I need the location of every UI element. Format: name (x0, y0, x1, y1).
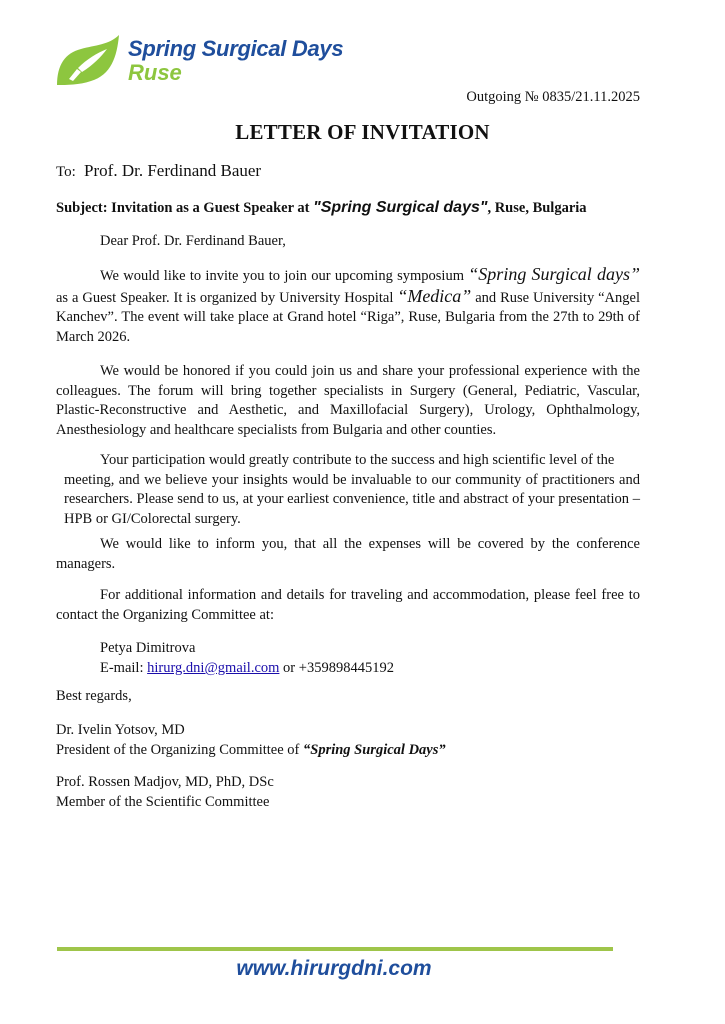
subject-prefix: Subject: Invitation as a Guest Speaker at (56, 200, 314, 216)
paragraph-participation (64, 451, 640, 529)
paragraph-forum: We would be honored if you could join us and share your professional experience with the colleagues. The forum will bring together specialists in Surgery (General, Pediatric, Vascular, Plastic-Reconstructive and Aesthetic, and Maxillofacial Surgery), Urology, Ophthalmology, Anesthesiology and healthcare specialists from Bulgaria and other counties. (56, 363, 640, 438)
subject-line (56, 199, 587, 217)
footer-website[interactable]: www.hirurgdni.com (236, 957, 432, 980)
recipient (56, 161, 261, 181)
contact-name: Petya Dimitrova (100, 640, 196, 656)
p3-rest: meeting, and we believe your insights would be invaluable to our community of practitioners and researchers. Please send to us, at your earliest convenience, title and abstract of your presentation – HPB or GI/Colorectal surgery. (64, 471, 640, 527)
signatory-president (56, 720, 446, 760)
logo-subtitle: Ruse (128, 60, 182, 85)
signatory-role: Member of the Scientific Committee (56, 794, 270, 810)
p1-hospital-name: “Medica” (397, 285, 472, 306)
page-title: LETTER OF INVITATION (235, 120, 490, 144)
subject-event: "Spring Surgical days" (313, 199, 488, 216)
closing: Best regards, (56, 688, 132, 704)
contact-block (100, 638, 394, 678)
p1-text-b: as a Guest Speaker. It is organized by University Hospital (56, 289, 398, 306)
subject-suffix: , Ruse, Bulgaria (487, 200, 587, 216)
signatory-name: Dr. Ivelin Yotsov, MD (56, 722, 185, 738)
phone-separator: or (279, 660, 299, 676)
role-event: “Spring Surgical Days” (303, 742, 446, 758)
p3-first-line: Your participation would greatly contribute to the success and high scientific level of the (100, 452, 615, 468)
recipient-name: Prof. Dr. Ferdinand Bauer (84, 161, 262, 180)
contact-line (100, 658, 394, 678)
phone-number: +359898445192 (298, 660, 394, 676)
logo-title: Spring Surgical Days (128, 36, 344, 61)
greeting: Dear Prof. Dr. Ferdinand Bauer, (100, 233, 286, 249)
role-prefix: President of the Organizing Committee of (56, 742, 303, 758)
p1-event-name: “Spring Surgical days” (468, 264, 640, 284)
p1-text-c: and Ruse University “Angel Kanchev”. The event will take place at Grand hotel “Riga”, Ruse, Bulgaria from the 27th to 29th of March 2026. (56, 289, 640, 345)
paragraph-expenses: We would like to inform you, that all the expenses will be covered by the conference managers. (56, 536, 640, 572)
p1-text-a: We would like to invite you to join our upcoming symposium (100, 268, 469, 284)
signatory-name: Prof. Rossen Madjov, MD, PhD, DSc (56, 774, 274, 790)
email-label: E-mail: (100, 660, 148, 676)
paragraph-invitation (56, 265, 640, 347)
email-link[interactable]: hirurg.dni@gmail.com (147, 660, 280, 676)
signatory-role (56, 740, 446, 760)
leaf-scalpel-icon (55, 35, 119, 87)
signatory-scientific (56, 772, 274, 812)
to-label: To: (56, 164, 76, 180)
outgoing-number: Outgoing № 0835/21.11.2025 (466, 89, 640, 105)
paragraph-contact-info: For additional information and details for traveling and accommodation, please feel free to contact the Organizing Committee at: (56, 587, 640, 623)
logo (55, 33, 355, 89)
footer-divider (57, 947, 613, 951)
